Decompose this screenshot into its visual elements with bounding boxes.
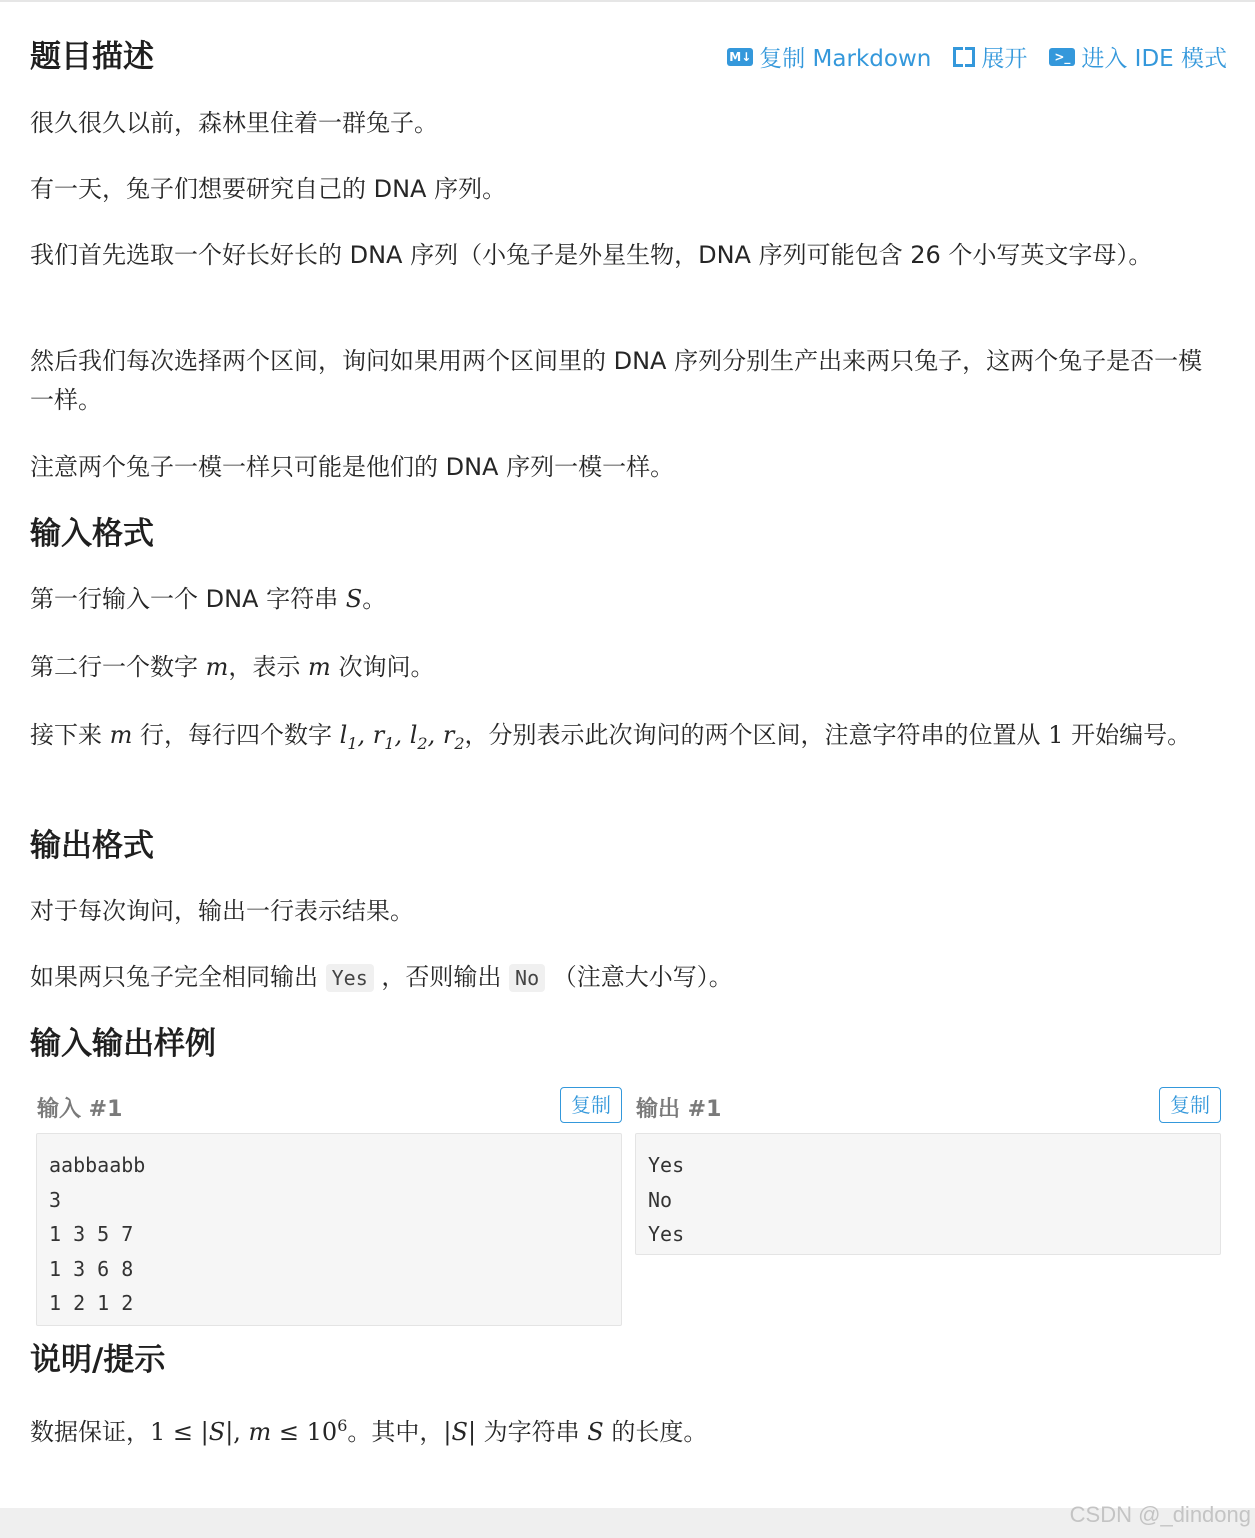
sample-input-line: 3 (49, 1187, 62, 1212)
sample-output-line: Yes (648, 1222, 685, 1246)
description-title: 题目描述 (30, 39, 154, 75)
copy-output-button[interactable]: 复制 (1159, 1087, 1221, 1123)
sample-input-line: 1 2 1 2 (49, 1291, 134, 1315)
sample-output-label: 输出 #1 (636, 1097, 722, 1122)
watermark: CSDN @_dindong (1069, 1502, 1251, 1527)
sample-output-box[interactable] (635, 1133, 1221, 1255)
input-format-p1: 第一行输入一个 DNA 字符串 S。 (30, 585, 387, 613)
expand-label: 展开 (981, 46, 1028, 72)
sample-input-line: 1 3 6 8 (49, 1256, 134, 1281)
input-format-title: 输入格式 (30, 516, 154, 552)
markdown-icon: M↓ (729, 49, 752, 64)
copy-markdown-label: 复制 Markdown (759, 46, 932, 72)
no-code: No (509, 964, 545, 992)
ide-mode-button[interactable] (1049, 40, 1227, 73)
hint-title: 说明/提示 (30, 1342, 166, 1378)
bottom-bar (0, 1508, 1255, 1538)
sample-output-line: Yes (648, 1153, 685, 1177)
ide-mode-label: 进入 IDE 模式 (1081, 46, 1227, 72)
input-format-p3: 接下来 m 行，每行四个数字 $l_1$, $r_1$, $l_2$, $r_2$，分别表示此次询问的两个区间，注意字符串的位置从 1 开始编号。 (30, 721, 1192, 753)
output-format-p2: 如果两只兔子完全相同输出 Yes ，否则输出 No （注意大小写）。 (30, 963, 733, 991)
description-p5: 注意两个兔子一模一样只可能是他们的 DNA 序列一模一样。 (30, 453, 675, 481)
output-format-p1: 对于每次询问，输出一行表示结果。 (30, 897, 414, 925)
length-formula: |S| (443, 1418, 477, 1446)
description-p3: 我们首先选取一个好长好长的 DNA 序列（小兔子是外星生物，DNA 序列可能包含 26 个小写英文字母）。 (30, 241, 1153, 269)
description-p2: 有一天，兔子们想要研究自己的 DNA 序列。 (30, 175, 507, 203)
terminal-icon: >_ (1049, 48, 1075, 66)
samples-title: 输入输出样例 (30, 1026, 216, 1062)
copy-markdown-button[interactable] (727, 40, 931, 73)
description-p4: 然后我们每次选择两个区间，询问如果用两个区间里的 DNA 序列分别生产出来两只兔子，这两个兔子是否一模一样。 (30, 347, 1203, 414)
sample-input-line: aabbaabb (49, 1153, 146, 1177)
problem-toolbar (727, 40, 1227, 73)
expand-icon (953, 47, 975, 67)
input-format-p2: 第二行一个数字 m，表示 m 次询问。 (30, 653, 435, 681)
sample-input-label: 输入 #1 (37, 1097, 123, 1122)
top-border (0, 0, 1255, 2)
yes-code: Yes (326, 964, 374, 992)
sample-input-box[interactable] (36, 1133, 622, 1326)
hint-text: 数据保证，1 ≤ |S|, $m \le 10^6$。其中，|S| 为字符串 S 的长度。 (30, 1416, 708, 1446)
sample-input-line: 1 3 5 7 (49, 1222, 134, 1246)
description-p1: 很久很久以前，森林里住着一群兔子。 (30, 109, 438, 137)
copy-input-button[interactable]: 复制 (560, 1087, 622, 1123)
expand-button[interactable] (953, 40, 1027, 73)
constraint-formula: 1 ≤ |S|, $m \le 10^6$ (150, 1416, 348, 1446)
interval-vars: $l_1$, $r_1$, $l_2$, $r_2$ (339, 721, 465, 753)
output-format-title: 输出格式 (30, 828, 154, 864)
sample-output-line: No (648, 1187, 673, 1212)
